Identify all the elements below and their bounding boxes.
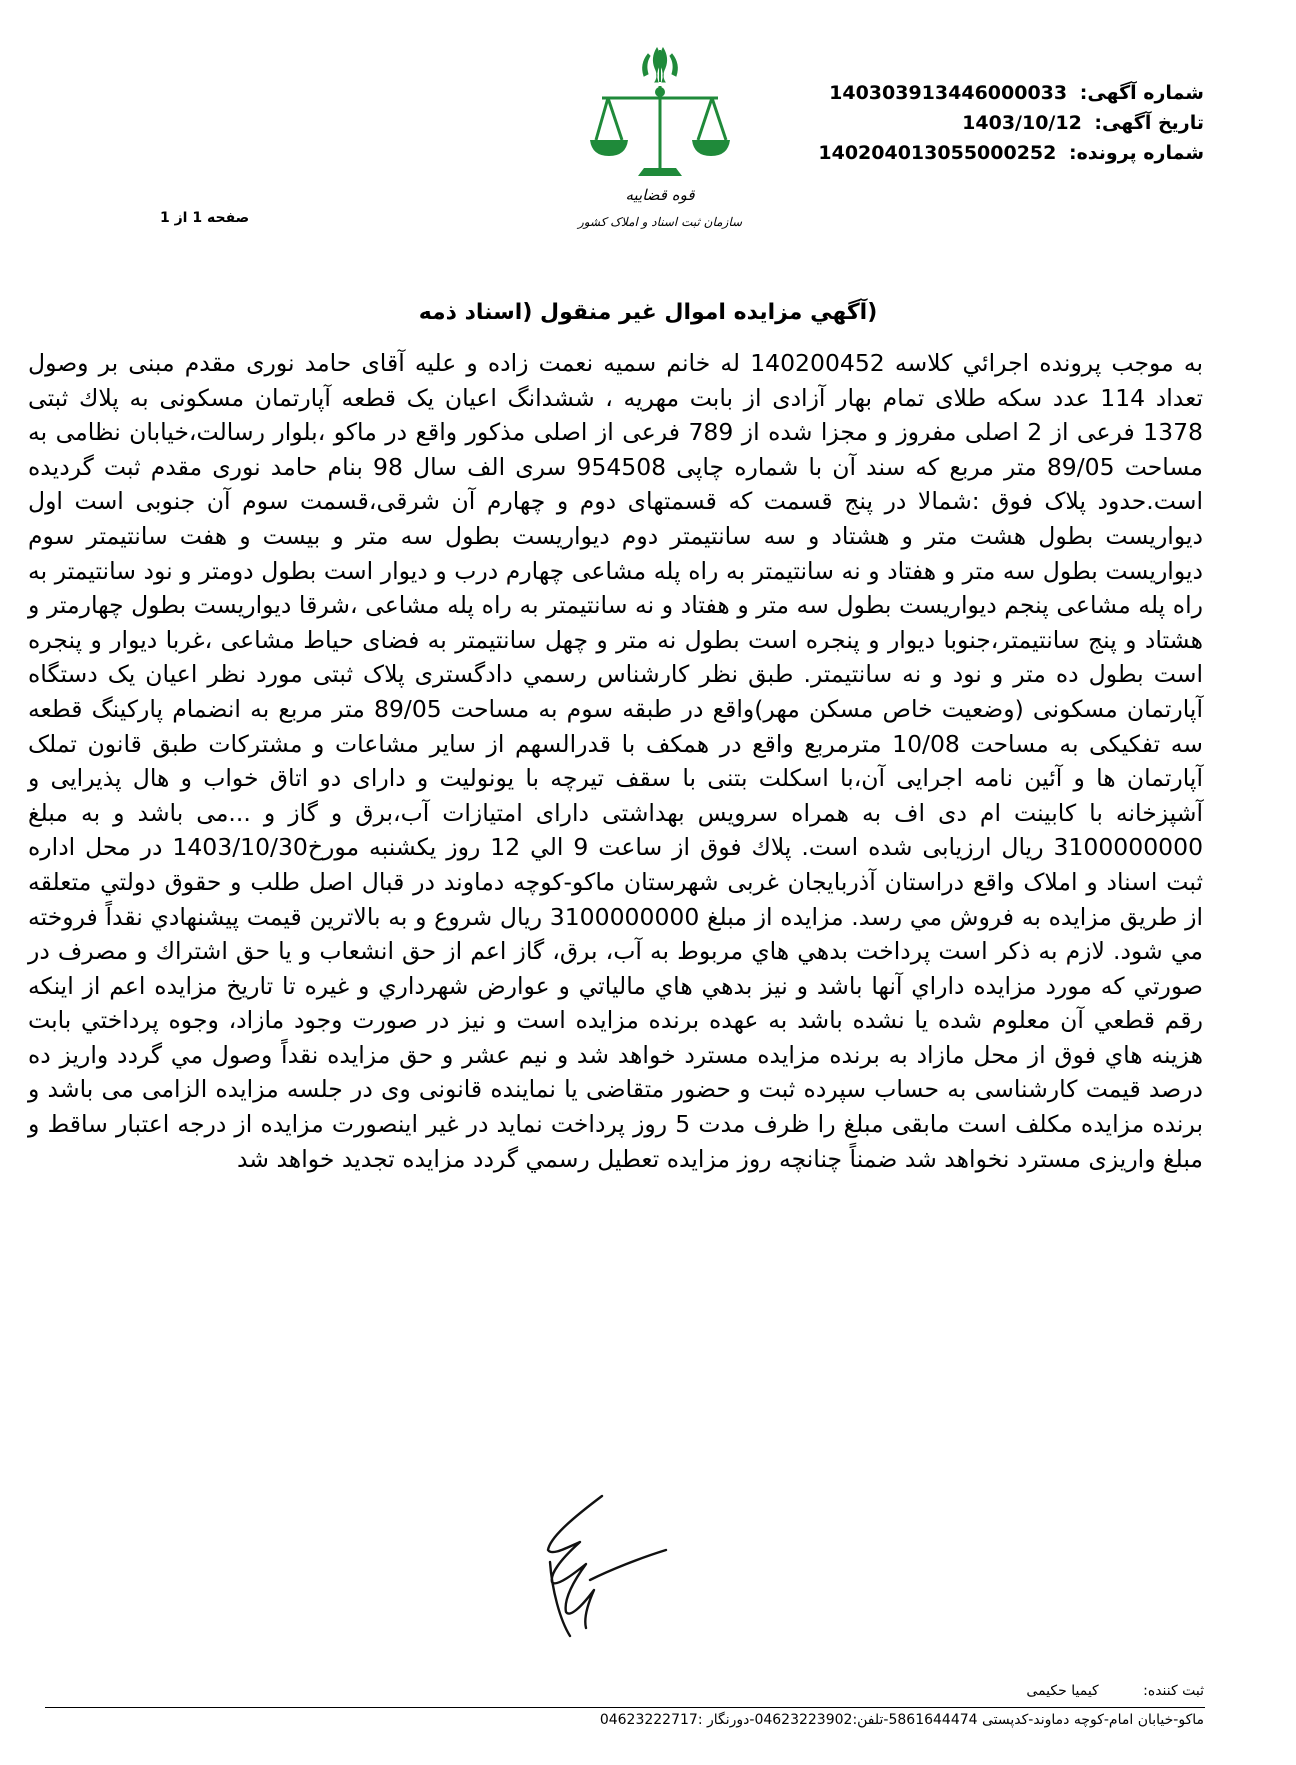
signature-icon (490, 1490, 710, 1640)
notice-date-label: تاریخ آگهی: (1094, 112, 1204, 134)
logo-text-bottom: سازمان ثبت اسناد و املاک کشور (577, 215, 743, 229)
document-title: (آگهي مزايده اموال غير منقول (اسناد ذمه (418, 300, 878, 325)
notice-number: 140303913446000033 (829, 82, 1068, 104)
case-number: 140204013055000252 (818, 142, 1057, 164)
logo-text-top: قوه قضاییه (625, 186, 695, 204)
notice-number-label: شماره آگهی: (1079, 82, 1204, 104)
registrar-label: ثبت كننده: (1143, 1683, 1204, 1699)
notice-date: 1403/10/12 (962, 112, 1082, 134)
footer-address: ماکو-خیابان امام-کوچه دماوند-کدپستی 5861644474-تلفن:04623223902-دورنگار :04623222717 (599, 1712, 1204, 1728)
page-indicator: صفحه 1 از 1 (160, 210, 250, 226)
notice-number-row (818, 78, 1204, 108)
case-number-label: شماره پرونده: (1068, 142, 1204, 164)
case-number-row (818, 138, 1204, 168)
registrar-name: کیمیا حکیمی (1026, 1683, 1099, 1699)
judiciary-emblem-icon (560, 40, 760, 240)
document-body: به موجب پرونده اجرائي كلاسه 140200452 له خانم سمیه نعمت زاده و علیه آقای حامد نوری مقدم مبنی بر وصول تعداد 114 عدد سکه طلای تمام بهار آزادی از بابت مهریه ، ششدانگ اعیان یک قطعه آپارتمان مسکونی به پلاك ثبتی 1378 فرعی از 2 اصلی مفروز و مجزا شده از 789 فرعی از اصلی مذکور واقع در ماکو ،بلوار رسالت،خیابان نظامی به مساحت 89/05 متر مربع که سند آن با شماره چاپی 954508 سری الف سال 98 بنام حامد نوری مقدم ثبت گردیده است.حدود پلاک فوق :شمالا در پنج قسمت که قسمتهای دوم و چهارم آن شرقی،قسمت سوم آن جنوبی است اول دیواریست بطول هشت متر و هشتاد و سه سانتیمتر دوم دیواریست بطول سه متر و بیست و هفت سانتیمتر سوم دیواریست بطول سه متر و هفتاد و نه سانتیمتر به راه پله مشاعی چهارم درب و دیوار است بطول دومتر و نود سانتیمتر به راه پله مشاعی پنجم دیواریست بطول سه متر و هفتاد و نه سانتیمتر به راه پله مشاعی ،شرقا دیواریست بطول چهارمتر و هشتاد و پنج سانتیمتر،جنوبا دیوار و پنجره است بطول نه متر و چهل سانتیمتر به فضای حیاط مشاعی ،غربا دیوار و پنجره است بطول ده متر و نود و نه سانتیمتر. طبق نظر كارشناس رسمي دادگستری پلاک ثبتی مورد نظر اعیان یک دستگاه آپارتمان مسکونی (وضعیت خاص مسکن مهر)واقع در طبقه سوم به مساحت 89/05 متر مربع به انضمام پارکینگ قطعه سه تفکیکی به مساحت 10/08 مترمربع واقع در همکف با قدرالسهم از سایر مشاعات و مشترکات طبق قانون تملک آپارتمان ها و آئین نامه اجرایی آن،با اسکلت بتنی با سقف تیرچه با یونولیت و دارای دو اتاق خواب و هال پذیرایی و آشپزخانه با کابینت ام دی اف به همراه سرویس بهداشتی دارای امتیازات آب،برق و گاز و ...می باشد و به مبلغ 3100000000 ريال ارزيابی شده است. پلاك فوق از ساعت 9 الي 12 روز یکشنبه مورخ1403/10/30 در محل اداره ثبت اسناد و املاک واقع دراستان آذربايجان غربی شهرستان ماکو-کوچه دماوند در قبال اصل طلب و حقوق دولتي متعلقه از طريق مزايده به فروش مي رسد. مزايده از مبلغ 3100000000 ريال شروع و به بالاترين قيمت پيشنهادي نقداً فروخته مي شود. لازم به ذکر است پرداخت بدهي هاي مربوط به آب، برق، گاز اعم از حق انشعاب و يا حق اشتراك و مصرف در صورتي كه مورد مزايده داراي آنها باشد و نيز بدهي هاي مالياتي و عوارض شهرداري و غيره تا تاريخ مزايده اعم از اينكه رقم قطعي آن معلوم شده يا نشده باشد به عهده برنده مزايده است و نيز در صورت وجود مازاد، وجوه پرداختي بابت هزينه هاي فوق از محل مازاد به برنده مزايده مسترد خواهد شد و نيم عشر و حق مزايده نقداً وصول مي گردد واریز ده درصد قیمت کارشناسی به حساب سپرده ثبت و حضور متقاضی یا نماینده قانونی وی در جلسه مزایده الزامی می باشد و برنده مزایده مکلف است مابقی مبلغ را ظرف مدت 5 روز پرداخت نماید در غیر اینصورت مزایده از درجه اعتبار ساقط و مبلغ واریزی مسترد نخواهد شد ضمناً چنانچه روز مزایده تعطیل رسمي گردد مزایده تجدید خواهد شد (28, 349, 1204, 1173)
footer-divider (45, 1707, 1205, 1708)
notice-meta (818, 78, 1204, 168)
registrar (1026, 1683, 1204, 1699)
notice-date-row (818, 108, 1204, 138)
